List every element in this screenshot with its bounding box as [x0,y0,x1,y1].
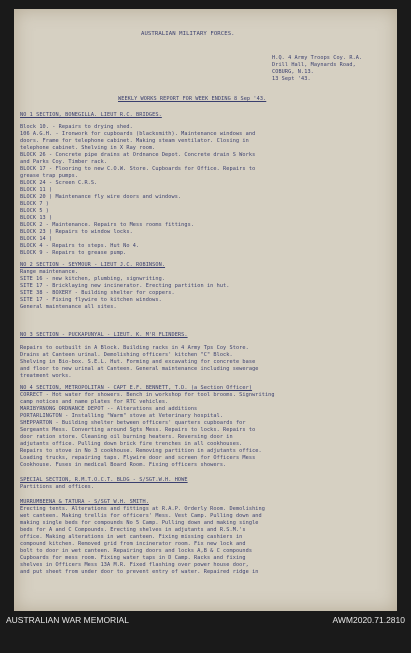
report-line: BLOCK 2 - Maintenance. Repairs to Mess rooms fittings. [20,222,195,228]
address-line-2: Drill Hall, Maynards Road, [272,62,356,68]
report-line: adjutants office. Pulling down brick fire trenches in all cookhouses. [20,441,243,447]
report-line: CORRECT - Hot water for showers. Bench in workshop for tool brooms. Signwriting [20,392,275,398]
report-line: SITE 16 - new kitchen, plumbing, signwriting. [20,276,166,282]
report-line: grease trap pumps. [20,173,79,179]
address-line-1: H.Q. 4 Army Troops Coy. R.A. [272,55,363,61]
report-line: Erecting tents. Alterations and fittings at R.A.P. Orderly Room. Demolishing [20,506,265,512]
section-heading: NO 1 SECTION, BONEGILLA. LIEUT R.C. BRIDGES. [20,112,162,118]
report-line: SHEPPARTON - Building shelter between officers' quarters cupboards for [20,420,246,426]
report-line: doors. Frame for telephone cabinet. Making steam ventilator. Closing in [20,138,249,144]
section-heading: NO 2 SECTION - SEYMOUR - LIEUT J.C. ROBINSON. [20,262,166,268]
report-line: BLOCK 24 - Screen C.R.S. [20,180,98,186]
section-heading: NO 3 SECTION - PUCKAPUNYAL - LIEUT. K. M'R FLINDERS. [20,332,188,338]
report-line: Loading trucks, repairing taps. Flywire door and screen for Officers Mess [20,455,256,461]
report-line: Cupboards for mess room. Fixing water taps in D Camp. Racks and fixing [20,555,246,561]
report-line: PORTARLINGTON - Installing "Warm" stove at Veterinary hospital. [20,413,224,419]
report-line: treatment works. [20,373,72,379]
report-line: telephone cabinet. Shelving in X Ray room. [20,145,156,151]
report-line: BLOCK 11 ) [20,187,53,193]
report-line: BLOCK 14 ) [20,236,53,242]
report-line: Shelving in Bio-box. S.E.L. Hut. Forming and excavating for concrete base [20,359,256,365]
report-line: General maintenance all sites. [20,304,117,310]
section-heading: SPECIAL SECTION, R.M.T.O.C.T. BLDG - S/SGT.W.H. HOWE [20,477,188,483]
report-line: SITE 17 - Fixing flywire to kitchen windows. [20,297,162,303]
report-line: and Parks Coy. Timber rack. [20,159,108,165]
report-line: making single beds for compounds No 5 Camp. Pulling down and making single [20,520,259,526]
report-line: BLOCK 7 ) [20,201,50,207]
report-line: BLOCK 20 ) Maintenance fly wire doors and windows. [20,194,182,200]
archive-footer [0,611,411,653]
report-line: BLOCK 13 ) [20,215,53,221]
report-title: WEEKLY WORKS REPORT FOR WEEK ENDING 8 Sep '43. [118,96,267,102]
report-line: BLOCK 17 - Flooring to new C.O.W. Store. Cupboards for Office. Repairs to [20,166,256,172]
report-line: camp notices and name plates for RTC vehicles. [20,399,169,405]
report-line: SITE 38 - BOXERY - Building shelter for coppers. [20,290,175,296]
report-line: BLOCK 5 ) [20,208,50,214]
report-line: Sergeants Mess. Converting around Sgts Mess. Repairs to locks. Repairs to [20,427,256,433]
address-line-3: COBURG, N.13. [272,69,314,75]
report-line: and floor to new urinal at Canteen. General maintenance including sewerage [20,366,259,372]
report-line: 106 A.G.H. - Ironwork for cupboards (blacksmith). Maintenance windows and [20,131,256,137]
report-line: bolt to door in wet canteen. Repairing doors and locks A,B & C compounds [20,548,253,554]
report-line: Repairs to stove in No 3 cookhouse. Removing partition in adjutants office. [20,448,262,454]
report-line: BLOCK 26 - Concrete pipe drains at Ordnance Depot. Concrete drain S Works [20,152,256,158]
report-line: BLOCK 23 ) Repairs to window locks. [20,229,133,235]
report-line: compound kitchen. Removed grid from incinerator room. Fix new lock and [20,541,246,547]
report-line: office. Making alterations in wet canteen. Fixing missing cashiers in [20,534,243,540]
address-date: 13 Sept '43. [272,76,311,82]
report-line: Drains at Canteen urinal. Demolishing officers' kitchen "C" Block. [20,352,233,358]
report-line: Partitions and offices. [20,484,95,490]
report-line: shelves in Officers Mess 13A M.R. Fixed flashing over power house door, [20,562,249,568]
report-line: BLOCK 9 - Repairs to grease pump. [20,250,127,256]
report-line: Range maintenance. [20,269,79,275]
report-line: wet canteen. Making trellis for officers' Mess. Vest Camp. Pulling down and [20,513,262,519]
footer-institution: AUSTRALIAN WAR MEMORIAL [6,615,129,625]
report-line: beds for A and C Compounds. Erecting shelves in adjutants and R.S.M.'s [20,527,246,533]
document-page [14,9,397,611]
footer-accession-number: AWM2020.71.2810 [332,615,405,625]
section-heading: MURRUMBEENA & TATURA - S/SGT W.H. SMITH. [20,499,149,505]
report-line: and put sheet from under door to prevent entry of water. Repaired ridge in [20,569,259,575]
document-title: AUSTRALIAN MILITARY FORCES. [141,31,235,37]
report-line: BLOCK 4 - Repairs to steps. Hut No 4. [20,243,140,249]
report-line: SITE 17 - Bricklaying new incinerator. Erecting partition in hut. [20,283,230,289]
report-line: Block 10. - Repairs to drying shed. [20,124,133,130]
report-line: door ration store. Cleaning oil burning heaters. Reversing door in [20,434,233,440]
report-line: MARIBYRNONG ORDNANCE DEPOT -- Alterations and additions [20,406,198,412]
report-line: Repairs to outbuilt in A Block. Building racks in 4 Army Tps Coy Store. [20,345,249,351]
report-line: Cookhouse. Fuses in medical Board Room. Fixing officers showers. [20,462,227,468]
section-heading: NO 4 SECTION, METROPOLITAN - CAPT E.F. BENNETT, T.D. (a Section Officer) [20,385,253,391]
